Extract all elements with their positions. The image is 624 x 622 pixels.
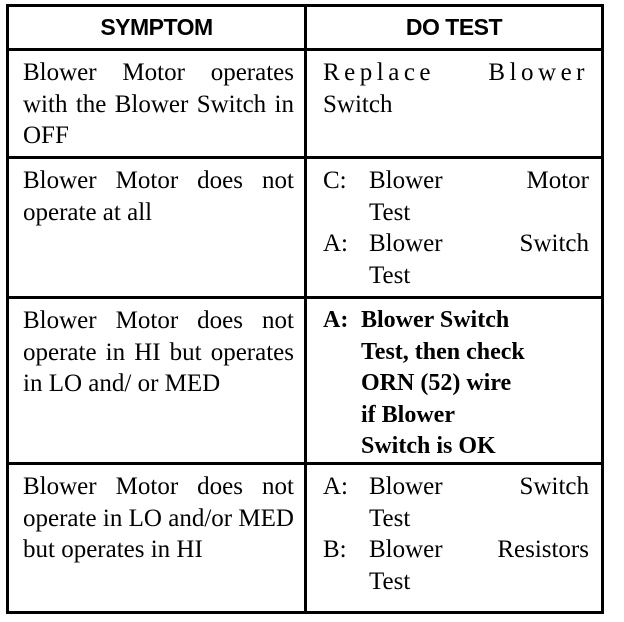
row-4-test-key-2: B:	[323, 536, 347, 563]
row-2-test-item-1-line1: Blower Motor	[369, 167, 589, 194]
row-4-symptom: Blower Motor does not operate in LO and/or MED but operates in HI	[9, 465, 307, 611]
row-2-test-item-a	[323, 228, 589, 291]
row-2-test-key-2: A:	[323, 230, 348, 257]
row-1-test	[307, 51, 601, 159]
row-1-symptom: Blower Motor operates with the Blower Switch in OFF	[9, 51, 307, 159]
row-4-test-item-a	[323, 471, 589, 534]
row-4-test-item-2-line1: Blower Resistors	[369, 536, 589, 563]
symptom-test-table	[6, 4, 604, 614]
row-4-test-item-1-line1: Blower Switch	[369, 473, 589, 500]
row-3-test-line-1: Blower Switch	[361, 307, 510, 333]
header-do-test: DO TEST	[307, 7, 601, 51]
row-2-test	[307, 159, 601, 299]
row-3-test-line-2: Test, then check	[361, 338, 525, 365]
row-2-test-item-2-line2: Test	[369, 261, 411, 289]
row-4-test-item-2-line2: Test	[369, 567, 411, 595]
row-1-test-line1: Replace Blower	[323, 59, 589, 86]
header-symptom: SYMPTOM	[9, 7, 307, 51]
row-2-symptom: Blower Motor does not operate at all	[9, 159, 307, 299]
row-3-test-line-3: ORN (52) wire	[361, 370, 512, 396]
row-1-test-line2: Switch	[323, 90, 393, 118]
row-2-test-item-2-line1: Blower Switch	[369, 230, 589, 257]
row-3-test	[307, 299, 601, 465]
row-4-test-key-1: A:	[323, 473, 348, 500]
row-4-test-item-1-line2: Test	[369, 504, 411, 532]
row-3-test-line-4: if Blower	[361, 401, 455, 428]
row-2-test-item-1-line2: Test	[369, 198, 411, 226]
row-3-test-line-5: Switch is OK	[361, 433, 496, 459]
row-2-test-item-c	[323, 165, 589, 228]
row-4-test-item-b	[323, 534, 589, 597]
row-3-test-key: A:	[323, 307, 349, 333]
row-3-symptom: Blower Motor does not operate in HI but operates in LO and/ or MED	[9, 299, 307, 465]
row-2-test-key-1: C:	[323, 167, 347, 194]
row-4-test	[307, 465, 601, 611]
